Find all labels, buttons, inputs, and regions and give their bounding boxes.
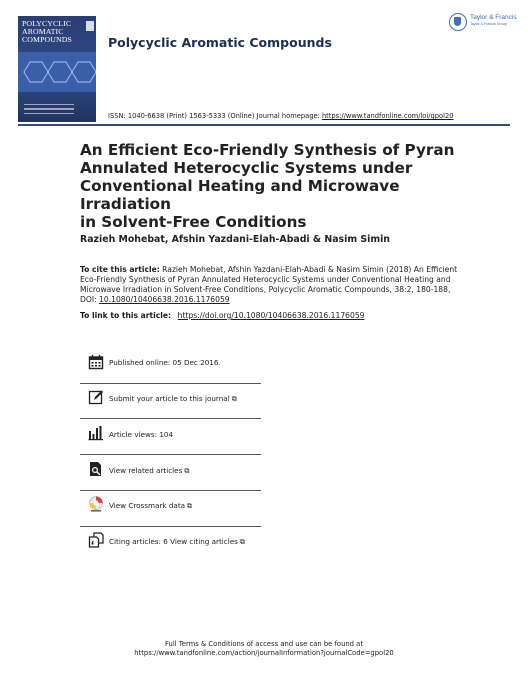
article-title bbox=[80, 141, 460, 231]
bar-chart-icon bbox=[88, 425, 104, 441]
citing-articles-row[interactable] bbox=[80, 531, 260, 567]
cover-title-line: POLYCYCLIC bbox=[22, 19, 72, 28]
link-label: To link to this article: bbox=[80, 311, 174, 320]
journal-name[interactable]: Polycyclic Aromatic Compounds bbox=[108, 35, 332, 50]
citing-articles-text: Citing articles: 6 View citing articles bbox=[109, 537, 238, 546]
journal-cover-image bbox=[18, 16, 96, 122]
citing-articles-label bbox=[109, 537, 245, 547]
footer-terms bbox=[0, 640, 528, 658]
external-link-icon: ⧉ bbox=[184, 467, 190, 475]
title-line: in Solvent-Free Conditions bbox=[80, 213, 307, 231]
publisher-logo[interactable] bbox=[449, 13, 519, 33]
row-divider bbox=[80, 454, 261, 455]
external-link-icon: ⧉ bbox=[187, 502, 193, 510]
row-divider bbox=[80, 383, 261, 384]
citation-text: Microwave Irradiation in Solvent-Free Conditions, Polycyclic Aromatic Compounds, 38:2, 180-188, bbox=[80, 285, 451, 294]
article-views-label: Article views: 104 bbox=[109, 430, 174, 439]
cover-info-box bbox=[86, 21, 94, 31]
crossmark-label bbox=[109, 501, 192, 511]
doi-label: DOI: bbox=[80, 295, 100, 304]
citation-text: Razieh Mohebat, Afshin Yazdani-Elah-Abadi & Nasim Simin (2018) An Efficient bbox=[159, 265, 458, 274]
title-line: An Efficient Eco-Friendly Synthesis of Pyran bbox=[80, 141, 455, 159]
publisher-tagline: Taylor & Francis Group bbox=[470, 22, 507, 26]
submit-article-text: Submit your article to this journal bbox=[109, 394, 230, 403]
footer-terms-text: Full Terms & Conditions of access and use can be found at bbox=[165, 640, 363, 648]
submit-article-label bbox=[109, 394, 237, 404]
journal-homepage-link[interactable]: https://www.tandfonline.com/loi/gpol20 bbox=[321, 112, 454, 120]
cover-hexagon-band bbox=[18, 52, 96, 92]
search-document-icon bbox=[88, 461, 104, 477]
crossmark-text: View Crossmark data bbox=[109, 501, 186, 510]
citation-label: To cite this article: bbox=[80, 265, 160, 274]
row-divider bbox=[80, 490, 261, 491]
related-articles-text: View related articles bbox=[109, 466, 183, 475]
citation-block bbox=[80, 265, 460, 305]
citing-articles-icon bbox=[88, 532, 104, 548]
issn-text: ISSN: 1040-6638 (Print) 1563-5333 (Online) Journal homepage: bbox=[108, 112, 322, 120]
hexagon-pattern-icon bbox=[18, 52, 96, 92]
article-doi-link[interactable]: https://doi.org/10.1080/10406638.2016.1176059 bbox=[177, 311, 365, 320]
crossmark-icon bbox=[88, 496, 104, 512]
cover-text-lines bbox=[24, 101, 74, 115]
publisher-logo-icon bbox=[449, 13, 467, 31]
article-link-line bbox=[80, 311, 364, 320]
calendar-icon bbox=[88, 354, 104, 370]
cover-title bbox=[22, 20, 82, 44]
row-divider bbox=[80, 526, 261, 527]
article-authors: Razieh Mohebat, Afshin Yazdani-Elah-Abadi & Nasim Simin bbox=[80, 234, 390, 245]
publisher-name: Taylor & Francis bbox=[470, 14, 517, 21]
issn-line bbox=[108, 112, 453, 120]
cover-title-line: AROMATIC bbox=[22, 27, 64, 36]
doi-link[interactable]: 10.1080/10406638.2016.1176059 bbox=[99, 295, 230, 304]
footer-terms-link[interactable]: https://www.tandfonline.com/action/journalInformation?journalCode=gpol20 bbox=[134, 649, 394, 657]
edit-icon bbox=[88, 389, 104, 405]
published-online-label: Published online: 05 Dec 2016. bbox=[109, 358, 221, 367]
row-divider bbox=[80, 418, 261, 419]
external-link-icon: ⧉ bbox=[231, 395, 237, 403]
title-line: Conventional Heating and Microwave Irradiation bbox=[80, 177, 400, 213]
title-line: Annulated Heterocyclic Systems under bbox=[80, 159, 413, 177]
cover-title-line: COMPOUNDS bbox=[22, 35, 72, 44]
header-divider bbox=[18, 124, 510, 126]
external-link-icon: ⧉ bbox=[239, 538, 245, 546]
citation-text: Eco-Friendly Synthesis of Pyran Annulated Heterocyclic Systems under Conventional Heating and bbox=[80, 275, 451, 284]
related-articles-label bbox=[109, 466, 189, 476]
